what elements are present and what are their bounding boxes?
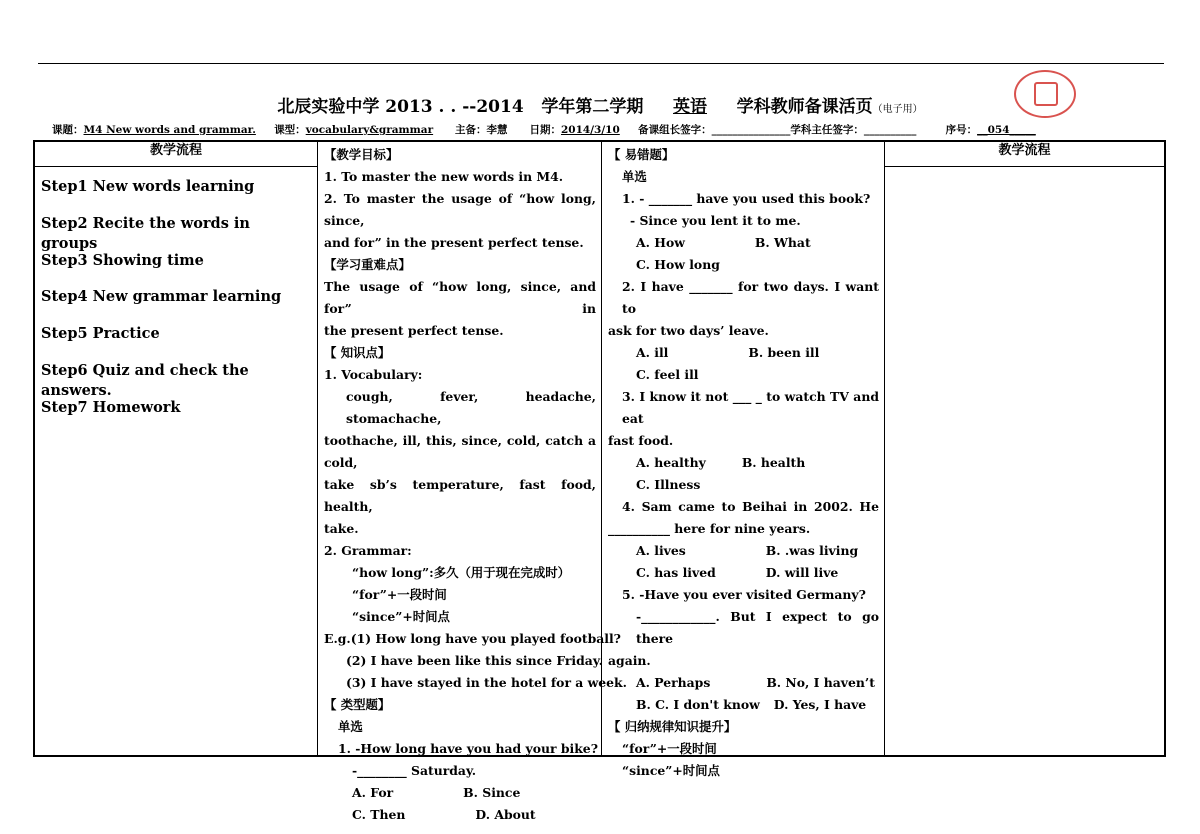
question-line: ask for two days’ leave. — [608, 323, 769, 338]
text-line: (2) I have been like this since Friday. — [346, 653, 603, 668]
text-line: take. — [324, 521, 359, 536]
text-line: “since”+时间点 — [352, 609, 450, 624]
text-line: and for” in the present perfect tense. — [324, 235, 584, 250]
column-heading: 教学流程 — [885, 142, 1164, 167]
option-line: A. lives B. .was living — [636, 543, 859, 558]
section-heading: 【 类型题】 — [324, 697, 391, 712]
option-line: C. has lived D. will live — [636, 565, 839, 580]
top-rule — [38, 63, 1164, 64]
section-heading: 【学习重难点】 — [324, 257, 411, 272]
text-line: 2. To master the usage of “how long, since, — [324, 191, 596, 228]
text-line: toothache, ill, this, since, cold, catch a cold, — [324, 433, 596, 470]
option-line: A. Perhaps B. No, I haven’t — [636, 675, 875, 690]
question-line: 3. I know it not ___ _ to watch TV and eat — [622, 389, 879, 426]
text-line: “for”+一段时间 — [622, 741, 717, 756]
column-process-2 — [885, 142, 1164, 755]
text-line: “for”+一段时间 — [352, 587, 447, 602]
question-line: __________ here for nine years. — [608, 521, 811, 536]
option-line: C. How long — [636, 257, 720, 272]
text-line: “how long”:多久（用于现在完成时） — [352, 565, 571, 580]
section-heading: 【 易错题】 — [608, 147, 675, 162]
question-line: - Since you lent it to me. — [630, 213, 801, 228]
text-line: the present perfect tense. — [324, 323, 504, 338]
question-line: 2. I have _______ for two days. I want to — [622, 279, 879, 316]
text-line: 2. Grammar: — [324, 543, 412, 558]
option-line: A. For B. Since — [352, 785, 521, 800]
option-line: B. C. I don't know D. Yes, I have — [636, 697, 867, 712]
option-line: A. How B. What — [636, 235, 811, 250]
column-heading: 教学流程 — [35, 142, 317, 167]
lesson-table — [33, 140, 1166, 822]
lesson-info-row: 课题：M4 New words and grammar. 课型：vocabulary&grammar 主备：李慧 日期：2014/3/10 备课组长签字：_______________学科主任签字：__________ 序号：__054_____ — [52, 124, 1036, 136]
text-line: take sb’s temperature, fast food, health, — [324, 477, 596, 514]
question-line: 4. Sam came to Beihai in 2002. He — [622, 499, 879, 514]
column-mistakes — [602, 142, 885, 778]
option-line: A. ill B. been ill — [636, 345, 820, 360]
question-line: -____________. But I expect to go there — [636, 609, 879, 646]
section-heading: 【 归纳规律知识提升】 — [608, 719, 737, 734]
section-heading: 【教学目标】 — [324, 147, 399, 162]
text-line: E.g.(1) How long have you played football? — [324, 631, 621, 646]
question-line: 1. -How long have you had your bike? — [338, 741, 598, 756]
question-line: 1. - _______ have you used this book? — [622, 191, 871, 206]
question-line: again. — [608, 653, 651, 668]
text-line: 单选 — [622, 169, 647, 184]
column-process — [35, 142, 318, 755]
option-line: A. healthy B. health — [636, 455, 806, 470]
subject: 英语 — [673, 97, 707, 117]
text-line: (3) I have stayed in the hotel for a week. — [346, 675, 627, 690]
text-line: 1. To master the new words in M4. — [324, 169, 564, 184]
column-objectives — [318, 142, 627, 822]
step-item: Step4 New grammar learning — [41, 288, 282, 306]
step-item: Step1 New words learning — [41, 178, 255, 195]
option-line: C. Illness — [636, 477, 701, 492]
text-line: cough, fever, headache, stomachache, — [346, 389, 596, 426]
step-item: Step7 Homework — [41, 398, 181, 416]
question-line: -________ Saturday. — [352, 763, 477, 778]
text-line: 单选 — [338, 719, 363, 734]
text-line: 1. Vocabulary: — [324, 367, 423, 382]
step-item: Step5 Practice — [41, 325, 160, 343]
school-seal-logo — [1014, 70, 1076, 118]
section-heading: 【 知识点】 — [324, 345, 391, 360]
question-line: 5. -Have you ever visited Germany? — [622, 587, 866, 602]
option-line: C. Then D. About — [352, 807, 536, 822]
text-line: “since”+时间点 — [622, 763, 720, 778]
text-line: The usage of “how long, since, and for” in — [324, 279, 596, 316]
page-title: 北辰实验中学 2013 . . --2014 学年第二学期 英语 学科教师备课活页（电子用） — [277, 97, 923, 117]
option-line: C. feel ill — [636, 367, 699, 382]
step-item: Step3 Showing time — [41, 251, 204, 269]
step-item: Step2 Recite the words in groups — [41, 214, 250, 252]
step-item: Step6 Quiz and check the answers. — [41, 361, 249, 399]
question-line: fast food. — [608, 433, 674, 448]
